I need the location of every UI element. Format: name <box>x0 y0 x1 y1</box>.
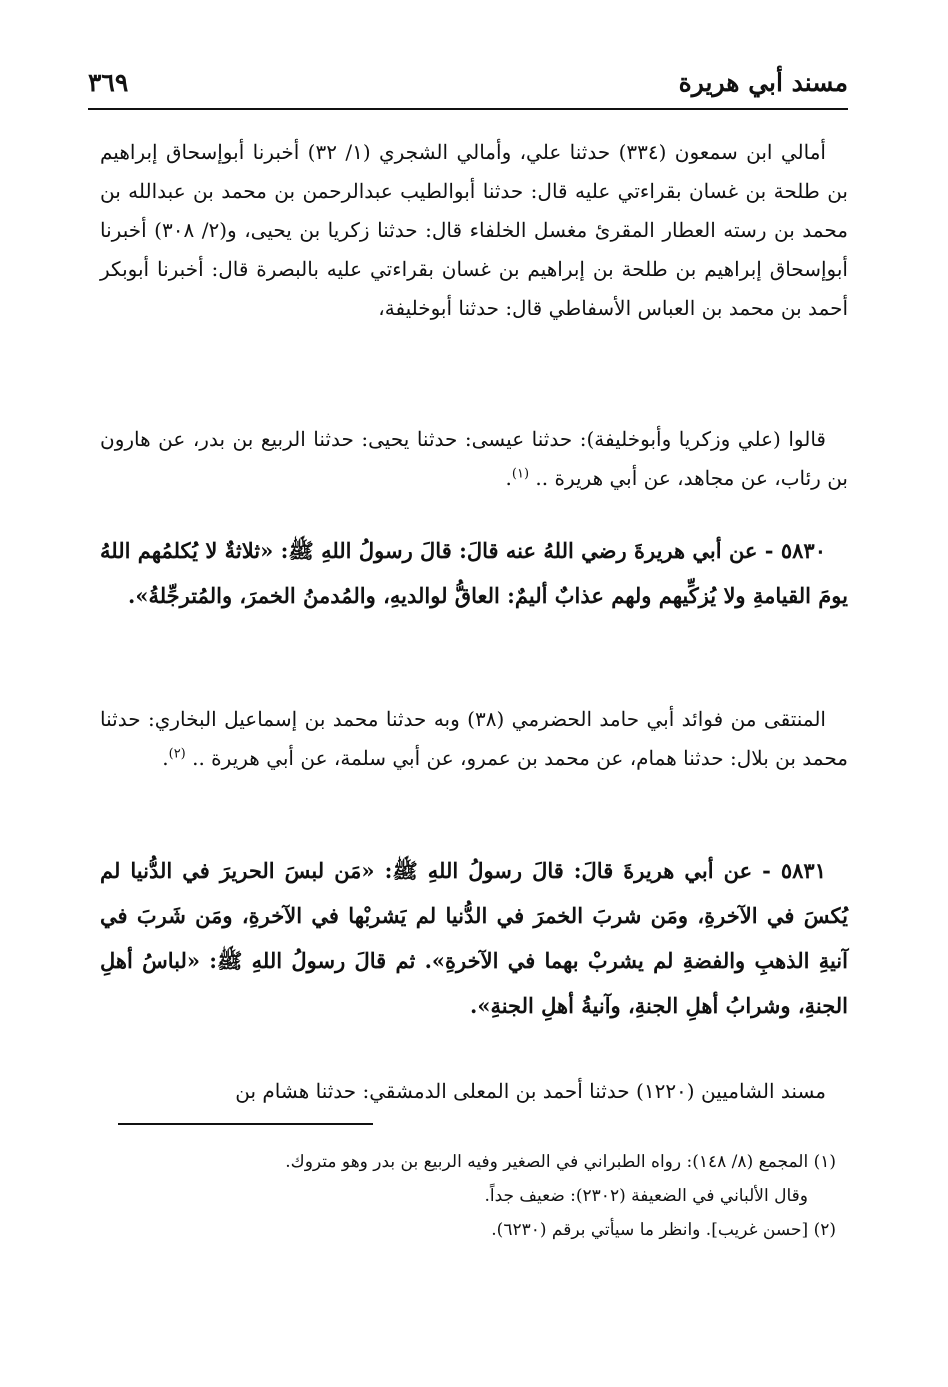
page-header <box>88 66 848 110</box>
hadith-text: ٥٨٣٠ - عن أبي هريرةَ رضي اللهُ عنه قالَ: قالَ رسولُ اللهِ ﷺ: «ثلاثةٌ لا يُكلمُهم اللهُ يومَ القيامةِ ولا يُزكِّيهم ولهم عذابٌ أليمٌ: العاقُّ لوالديهِ، والمُدمنُ الخمرَ، والمُترجِّلةُ». <box>100 538 848 608</box>
hadith-5831 <box>100 848 848 1028</box>
footnote-marker: (١) <box>511 466 530 482</box>
hadith-text: ٥٨٣١ - عن أبي هريرةَ قالَ: قالَ رسولُ اللهِ ﷺ: «مَن لبسَ الحريرَ في الدُّنيا لم يُكسَ في الآخرةِ، ومَن شربَ الخمرَ في الدُّنيا لم يَشربْها في الآخرةِ، ومَن شَربَ في آنيةِ الذهبِ والفضةِ لم يشربْ بهما في الآخرةِ». ثم قالَ رسولُ اللهِ ﷺ: «لباسُ أهلِ الجنةِ، وشرابُ أهلِ الجنةِ، وآنيةُ أهلِ الجنةِ». <box>100 858 848 1018</box>
source-paragraph-4 <box>100 1072 848 1111</box>
hadith-5830 <box>100 528 848 618</box>
footnote-divider <box>118 1123 373 1125</box>
footnote-1: (١) المجمع (٨/ ١٤٨): رواه الطبراني في الصغير وفيه الربيع بن بدر وهو متروك. <box>285 1152 836 1172</box>
footnote-marker: (٢) <box>168 746 186 762</box>
page-number: ٣٦٩ <box>88 68 129 97</box>
source-paragraph-3: المنتقى من فوائد أبي حامد الحضرمي (٣٨) وبه حدثنا محمد بن إسماعيل البخاري: حدثنا محمد بن بلال: حدثنا همام، عن محمد بن عمرو، عن أبي سلمة، عن أبي هريرة .. $^{(٢)}$. <box>100 707 848 770</box>
source-paragraph-2: قالوا (علي وزكريا وأبوخليفة): حدثنا عيسى: حدثنا يحيى: حدثنا الربيع بن بدر، عن هارون بن رئاب، عن مجاهد، عن أبي هريرة .. $^{(١)}$. <box>100 427 848 490</box>
paragraph-text: المنتقى من فوائد أبي حامد الحضرمي (٣٨) وبه حدثنا محمد بن إسماعيل البخاري: حدثنا محمد بن بلال: حدثنا همام، عن محمد بن عمرو، عن أبي سلمة، عن أبي هريرة .. <box>100 707 848 770</box>
paragraph-text: أمالي ابن سمعون (٣٣٤) حدثنا علي، وأمالي الشجري (١/ ٣٢) أخبرنا أبوإسحاق إبراهيم بن طلحة بن غسان بقراءتي عليه قال: حدثنا أبوالطيب عبدالرحمن بن محمد بن عبدالله بن محمد بن رسته العطار المقرئ مغسل الخلفاء قال: حدثنا زكريا بن يحيى، و(٢/ ٣٠٨) أخبرنا أبوإسحاق إبراهيم بن طلحة بن إبراهيم بن غسان بقراءتي عليه بالبصرة قال: أخبرنا أبوبكر أحمد بن محمد بن العباس الأسفاطي قال: حدثنا أبوخليفة، <box>100 140 848 320</box>
footnote-1-continuation: وقال الألباني في الضعيفة (٢٣٠٢): ضعيف جداً. <box>484 1186 808 1206</box>
footnote-2: (٢) [حسن غريب]. وانظر ما سيأتي برقم (٦٢٣٠). <box>491 1220 836 1240</box>
footnotes <box>100 1145 836 1247</box>
paragraph-text: مسند الشاميين (١٢٢٠) حدثنا أحمد بن المعلى الدمشقي: حدثنا هشام بن <box>235 1079 826 1103</box>
paragraph-text: قالوا (علي وزكريا وأبوخليفة): حدثنا عيسى: حدثنا يحيى: حدثنا الربيع بن بدر، عن هارون بن رئاب، عن مجاهد، عن أبي هريرة .. <box>100 427 848 490</box>
running-title: مسند أبي هريرة <box>678 68 848 97</box>
source-paragraph-1 <box>100 133 848 328</box>
